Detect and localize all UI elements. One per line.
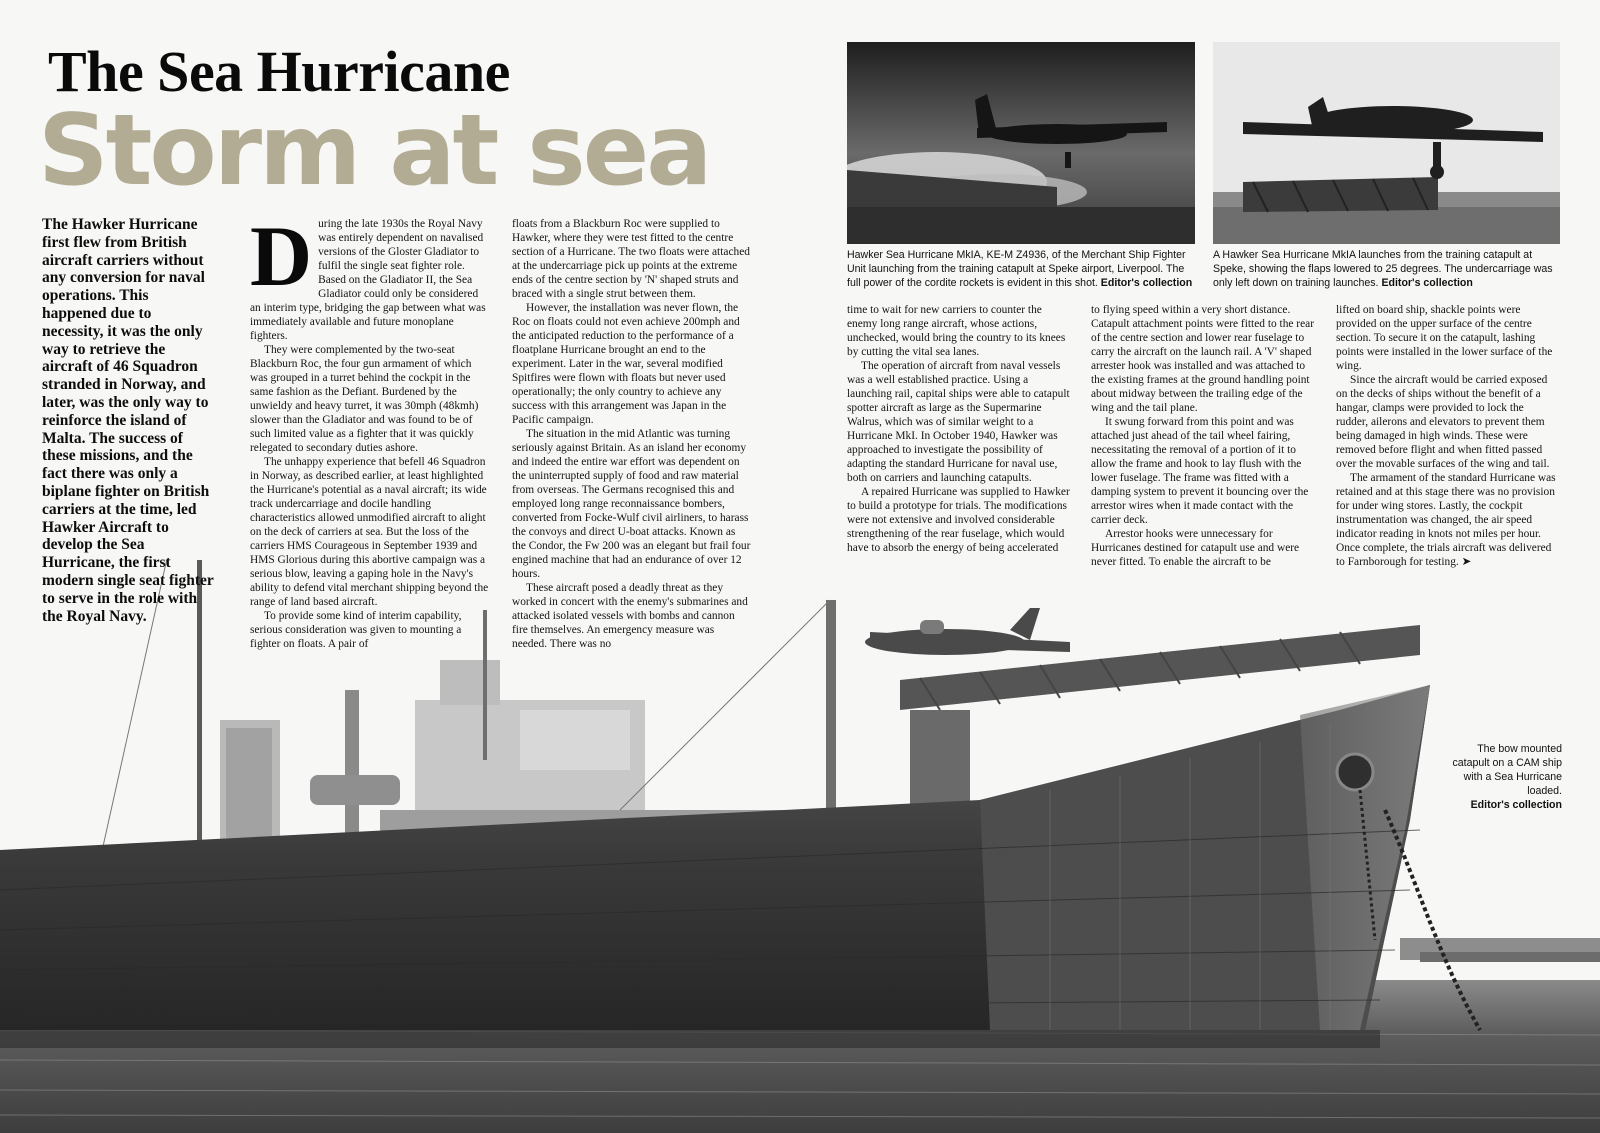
paragraph: However, the installation was never flown, the Roc on floats could not even achieve 200mph and the anticipated reduction to the performance of a floatplane Hurricane brought an end to the experiment. Later in the war, several modified Spitfires were flown with floats but never used operationally; the only country to achieve any success with this arrangement was Japan in the Pacific campaign. — [512, 302, 740, 426]
article-column-5 — [1336, 303, 1558, 569]
article-column-3 — [847, 303, 1073, 555]
caption-text: Hawker Sea Hurricane MkIA, KE-M Z4936, of the Merchant Ship Fighter Unit launching from the training catapult at Speke airport, Liverpool. The full power of the cordite rockets is evident in this shot. — [847, 249, 1186, 289]
paragraph: The situation in the mid Atlantic was turning seriously against Britain. As an island her economy and indeed the entire war effort was dependent on the uninterrupted supply of food and raw material from overseas. The Germans recognised this and employed long range reconnaissance bombers, converted from Focke-Wulf civil airliners, to harass the convoys and direct U-boat attacks. Known as the Condor, the Fw 200 was an elegant but frail four engined machine that had an endurance of over 12 hours. — [512, 428, 751, 580]
catapult-launch-photo-right — [1213, 42, 1560, 244]
paragraph: These aircraft posed a deadly threat as they worked in concert with the enemy's submarines and attacked isolated vessels with bombs and cannon fire themselves. An emergency measure was needed. There was no — [512, 582, 748, 650]
paragraph: time to wait for new carriers to counter the enemy long range aircraft, whose actions, unchecked, would bring the country to its knees by cutting the vital sea lanes. — [847, 304, 1066, 358]
photo-caption-left — [847, 248, 1197, 290]
paragraph: uring the late 1930s the Royal Navy was entirely dependent on navalised versions of the Gloster Gladiator to fulfil the single seat fighter role. Based on the Gladiator II, the Sea Gladiator could only be considered an interim type, bridging the gap between what was immediately available and future monoplane fighters. — [250, 218, 486, 342]
paragraph: They were complemented by the two-seat Blackburn Roc, the four gun armament of which was grouped in a turret behind the cockpit in the same fashion as the Defiant. Burdened by the unwieldy and heavy turret, it was 30mph (48kmh) slower than the Gladiator and was found to be of such limited value as a fighter that it was quickly relegated to secondary duties ashore. — [250, 344, 479, 454]
photo-credit: Editor's collection — [1381, 277, 1473, 289]
catapult-launch-image — [847, 42, 1195, 244]
paragraph: Arrestor hooks were unnecessary for Hurricanes destined for catapult use and were never fitted. To enable the aircraft to be — [1091, 528, 1300, 568]
paragraph: To provide some kind of interim capability, serious consideration was given to mounting a fighter on floats. A pair of — [250, 610, 462, 650]
article-title: Storm at sea — [38, 94, 710, 208]
article-column-2 — [512, 217, 752, 651]
cam-ship-photo — [0, 560, 1600, 1133]
paragraph: A repaired Hurricane was supplied to Hawker to build a prototype for trials. The modifications were not extensive and involved considerable strengthening of the rear fuselage, which would have to absorb the energy of being accelerated — [847, 486, 1070, 554]
catapult-launch-photo-left — [847, 42, 1195, 244]
article-column-1 — [250, 208, 490, 651]
article-kicker: The Sea Hurricane — [48, 39, 510, 104]
standfirst: The Hawker Hurricane first flew from British aircraft carriers without any conversion for naval operations. This happened due to necessity, it was the only way to retrieve the aircraft of 46 Squadron stranded in Norway, and later, was the only way to reinforce the island of Malta. The success of these missions, and the fact there was only a biplane fighter on British carriers at the time, led Hawker Aircraft to develop the Sea Hurricane, the first modern single seat fighter to serve in the role with the Royal Navy. — [42, 216, 214, 625]
paragraph: Since the aircraft would be carried exposed on the decks of ships without the benefit of a hangar, clamps were provided to lock the rudder, ailerons and elevators to prevent them being damaged in high winds. These were removed before flight and when fitted passed over the movable surfaces of the wing and tail. — [1336, 374, 1550, 470]
paragraph: It swung forward from this point and was attached just ahead of the tail wheel fairing, necessitating the removal of a portion of it to allow the frame and hook to lay flush with the lower fuselage. The frame was fitted with a damping system to prevent it bouncing over the arrestor wires when it made contact with the carrier deck. — [1091, 416, 1309, 526]
paragraph: The unhappy experience that befell 46 Squadron in Norway, as described earlier, at least highlighted the Hurricane's potential as a naval aircraft; its wide track undercarriage and docile handling characteristics allowed unmodified aircraft to alight on the deck of carriers at sea. But the loss of the carriers HMS Courageous in September 1939 and HMS Glorious during this abortive campaign was a serious blow, leaving a gaping hole in the Navy's ability to defend vital merchant shipping beyond the range of land based aircraft. — [250, 456, 489, 608]
caption-text: The bow mounted catapult on a CAM ship with a Sea Hurricane loaded. — [1452, 743, 1562, 797]
caption-text: A Hawker Sea Hurricane MkIA launches from the training catapult at Speke, showing the flaps lowered to 25 degrees. The undercarriage was only left down on training launches. — [1213, 249, 1553, 289]
photo-caption-right — [1213, 248, 1561, 290]
photo-credit: Editor's collection — [1470, 799, 1562, 811]
paragraph: The operation of aircraft from naval vessels was a well established practice. Using a launching rail, capital ships were able to catapult spotter aircraft as large as the Supermarine Walrus, which was of similar weight to a Hurricane MkI. In October 1940, Hawker was approached to investigate the possibility of adapting the standard Hurricane for naval use, both on carriers and launching catapults. — [847, 360, 1070, 484]
flaps-down-launch-image — [1213, 42, 1560, 244]
photo-credit: Editor's collection — [1100, 277, 1193, 289]
paragraph: The armament of the standard Hurricane was retained and at this stage there was no provision for under wing stores. Lastly, the cockpit instrumentation was changed, the air speed indicator reading in knots not miles per hour. Once complete, the trials aircraft was delivered to Farnborough for testing. ➤ — [1336, 472, 1556, 568]
paragraph: to flying speed within a very short distance. Catapult attachment points were fitted to the rear of the centre section and lower rear fuselage to carry the aircraft on the launch rail. A 'V' shaped arrester hook was installed and was attached to the existing frames at the ground handling point about midway between the trailing edge of the wing and the tail plane. — [1091, 304, 1314, 414]
paragraph: floats from a Blackburn Roc were supplied to Hawker, where they were test fitted to the centre section of a Hurricane. The two floats were attached at the undercarriage pick up points at the extreme ends of the centre section by 'N' shaped struts and braced with a single strut between them. — [512, 218, 750, 300]
paragraph: lifted on board ship, shackle points were provided on the upper surface of the centre section. To secure it on the catapult, lashing points were installed in the lower surface of the wing. — [1336, 304, 1553, 372]
article-column-4 — [1091, 303, 1317, 569]
drop-cap: D — [250, 208, 313, 304]
ship-photo-caption — [1440, 742, 1562, 812]
